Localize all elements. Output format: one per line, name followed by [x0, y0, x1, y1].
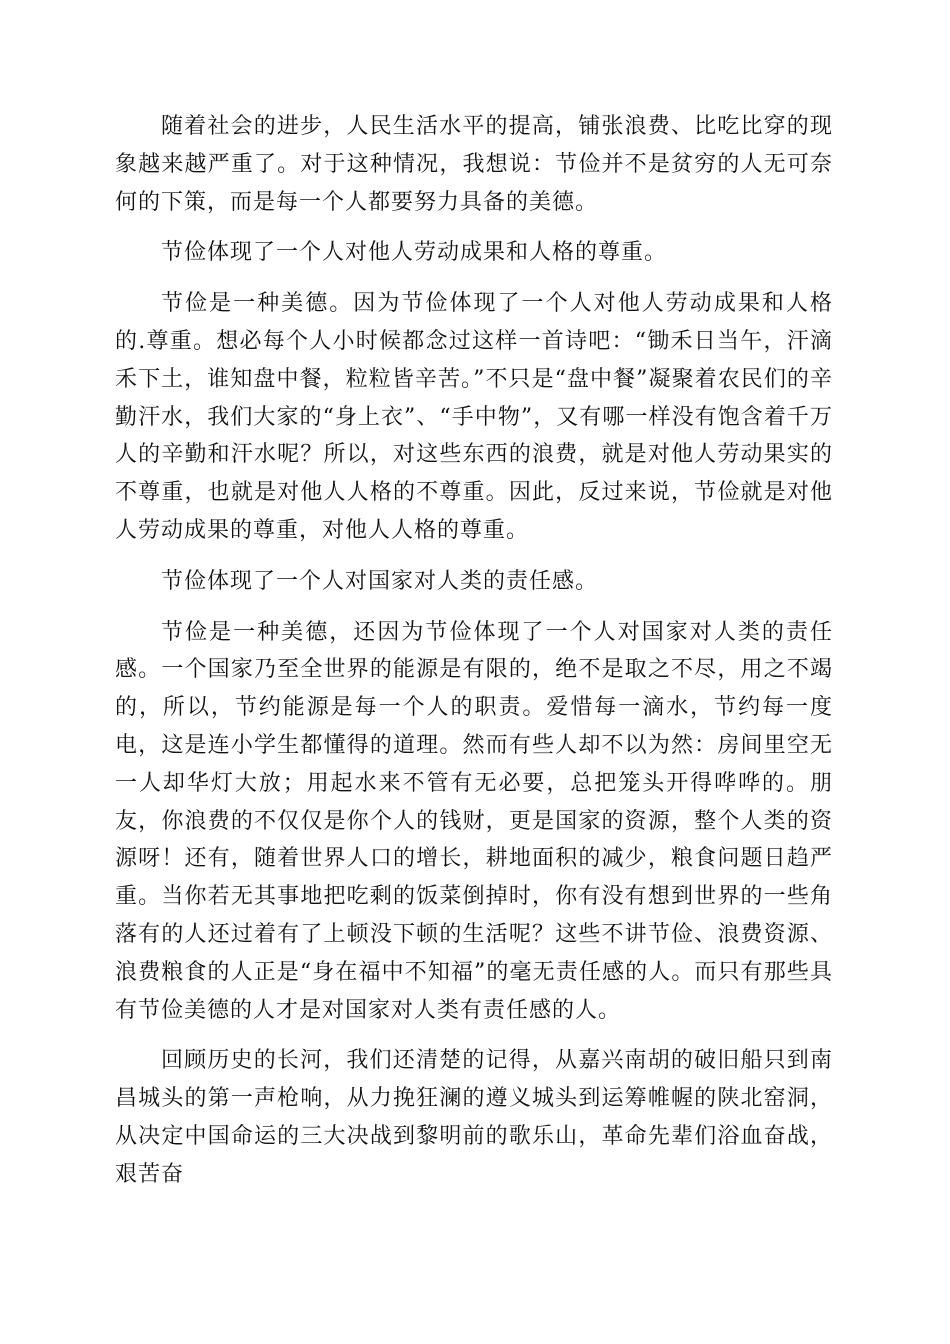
paragraph-intro: 随着社会的进步，人民生活水平的提高，铺张浪费、比吃比穿的现象越来越严重了。对于这种情况，我想说：节俭并不是贫穷的人无可奈何的下策，而是每一个人都要努力具备的美德。: [115, 114, 833, 215]
paragraph-heading-responsibility: 节俭体现了一个人对国家对人类的责任感。: [161, 568, 599, 594]
paragraph-history: 回顾历史的长河，我们还清楚的记得，从嘉兴南胡的破旧船只到南昌城头的第一声枪响，从力挽狂澜的遵义城头到运筹帷幄的陕北窑洞，从决定中国命运的三大决战到黎明前的歌乐山，革命先辈们浴血奋战，艰苦奋: [115, 1048, 833, 1187]
paragraph-responsibility-body: 节俭是一种美德，还因为节俭体现了一个人对国家对人类的责任感。一个国家乃至全世界的能源是有限的，绝不是取之不尽，用之不竭的，所以，节约能源是每一个人的职责。爱惜每一滴水，节约每一度电，这是连小学生都懂得的道理。然而有些人却不以为然：房间里空无一人却华灯大放；用起水来不管有无必要，总把笼头开得哗哗的。朋友，你浪费的不仅仅是你个人的钱财，更是国家的资源，整个人类的资源呀！还有，随着世界人口的增长，耕地面积的减少，粮食问题日趋严重。当你若无其事地把吃剩的饭菜倒掉时，你有没有想到世界的一些角落有的人还过着有了上顿没下顿的生活呢？这些不讲节俭、浪费资源、浪费粮食的人正是“身在福中不知福”的毫无责任感的人。而只有那些具有节俭美德的人才是对国家对人类有责任感的人。: [115, 619, 833, 1023]
document-page: [115, 108, 833, 1207]
paragraph-heading-respect: 节俭体现了一个人对他人劳动成果和人格的尊重。: [161, 240, 668, 266]
paragraph-respect-body: 节俭是一种美德。因为节俭体现了一个人对他人劳动成果和人格的.尊重。想必每个人小时候都念过这样一首诗吧：“锄禾日当午，汗滴禾下土，谁知盘中餐，粒粒皆辛苦。”不只是“盘中餐”凝聚着农民们的辛勤汗水，我们大家的“身上衣”、“手中物”，又有哪一样没有饱含着千万人的辛勤和汗水呢？所以，对这些东西的浪费，就是对他人劳动果实的不尊重，也就是对他人人格的不尊重。因此，反过来说，节俭就是对他人劳动成果的尊重，对他人人格的尊重。: [115, 291, 833, 543]
